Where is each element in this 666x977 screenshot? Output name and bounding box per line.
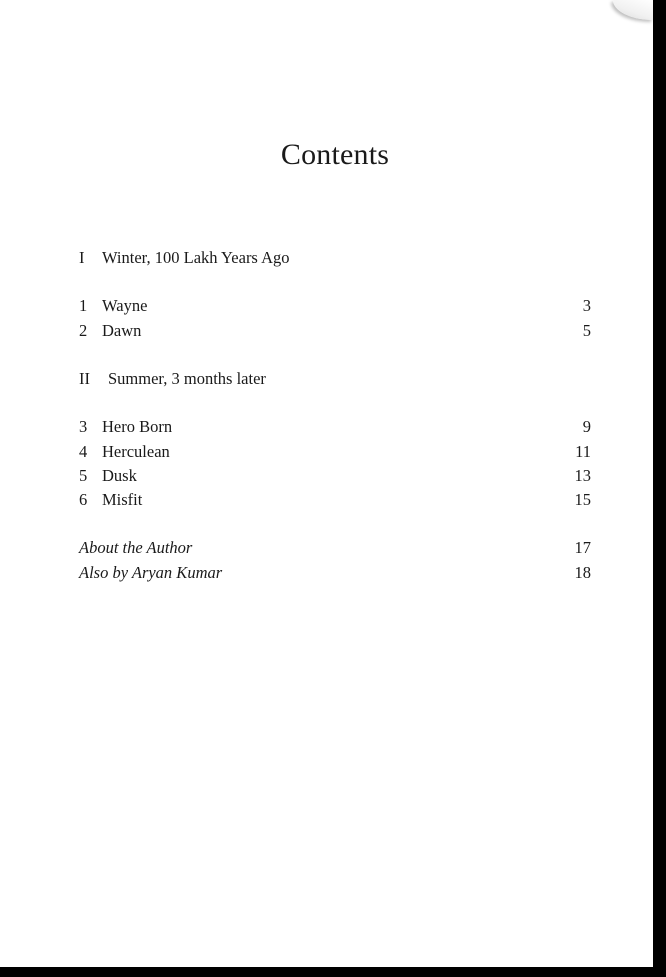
chapter-title: Herculean [102, 442, 170, 461]
chapter-page: 5 [582, 321, 591, 340]
chapter-number: 4 [79, 442, 88, 461]
page-title: Contents [280, 138, 390, 171]
chapter-title: Dawn [102, 321, 142, 340]
back-matter-title: Also by Aryan Kumar [79, 563, 223, 582]
toc-chapter-1[interactable] [79, 294, 591, 318]
toc-part-2[interactable] [79, 367, 591, 391]
chapter-page: 3 [582, 296, 591, 315]
toc-also-by[interactable] [79, 561, 591, 585]
chapter-page: 11 [575, 442, 591, 461]
chapter-title: Hero Born [102, 417, 173, 436]
toc-about-author[interactable] [79, 536, 591, 560]
chapter-number: 5 [79, 466, 88, 485]
part-numeral: II [79, 369, 90, 388]
chapter-number: 1 [79, 296, 88, 315]
toc-chapter-5[interactable] [79, 464, 591, 488]
chapter-number: 3 [79, 417, 88, 436]
back-matter-title: About the Author [79, 538, 193, 557]
chapter-page: 13 [574, 466, 591, 485]
chapter-title: Misfit [102, 490, 143, 509]
toc-chapter-3[interactable] [79, 415, 591, 439]
part-numeral: I [79, 248, 85, 267]
toc-part-1[interactable] [79, 246, 591, 270]
toc-chapter-4[interactable] [79, 440, 591, 464]
chapter-page: 9 [582, 417, 591, 436]
back-matter-page: 17 [574, 538, 591, 557]
toc-chapter-2[interactable] [79, 319, 591, 343]
part-title: Summer, 3 months later [108, 369, 266, 388]
chapter-page: 15 [574, 490, 591, 509]
back-matter-page: 18 [574, 563, 591, 582]
toc-chapter-6[interactable] [79, 488, 591, 512]
chapter-number: 2 [79, 321, 88, 340]
chapter-title: Dusk [102, 466, 137, 485]
chapter-title: Wayne [102, 296, 148, 315]
page-curl-corner[interactable] [613, 0, 653, 20]
part-title: Winter, 100 Lakh Years Ago [102, 248, 290, 267]
chapter-number: 6 [79, 490, 88, 509]
